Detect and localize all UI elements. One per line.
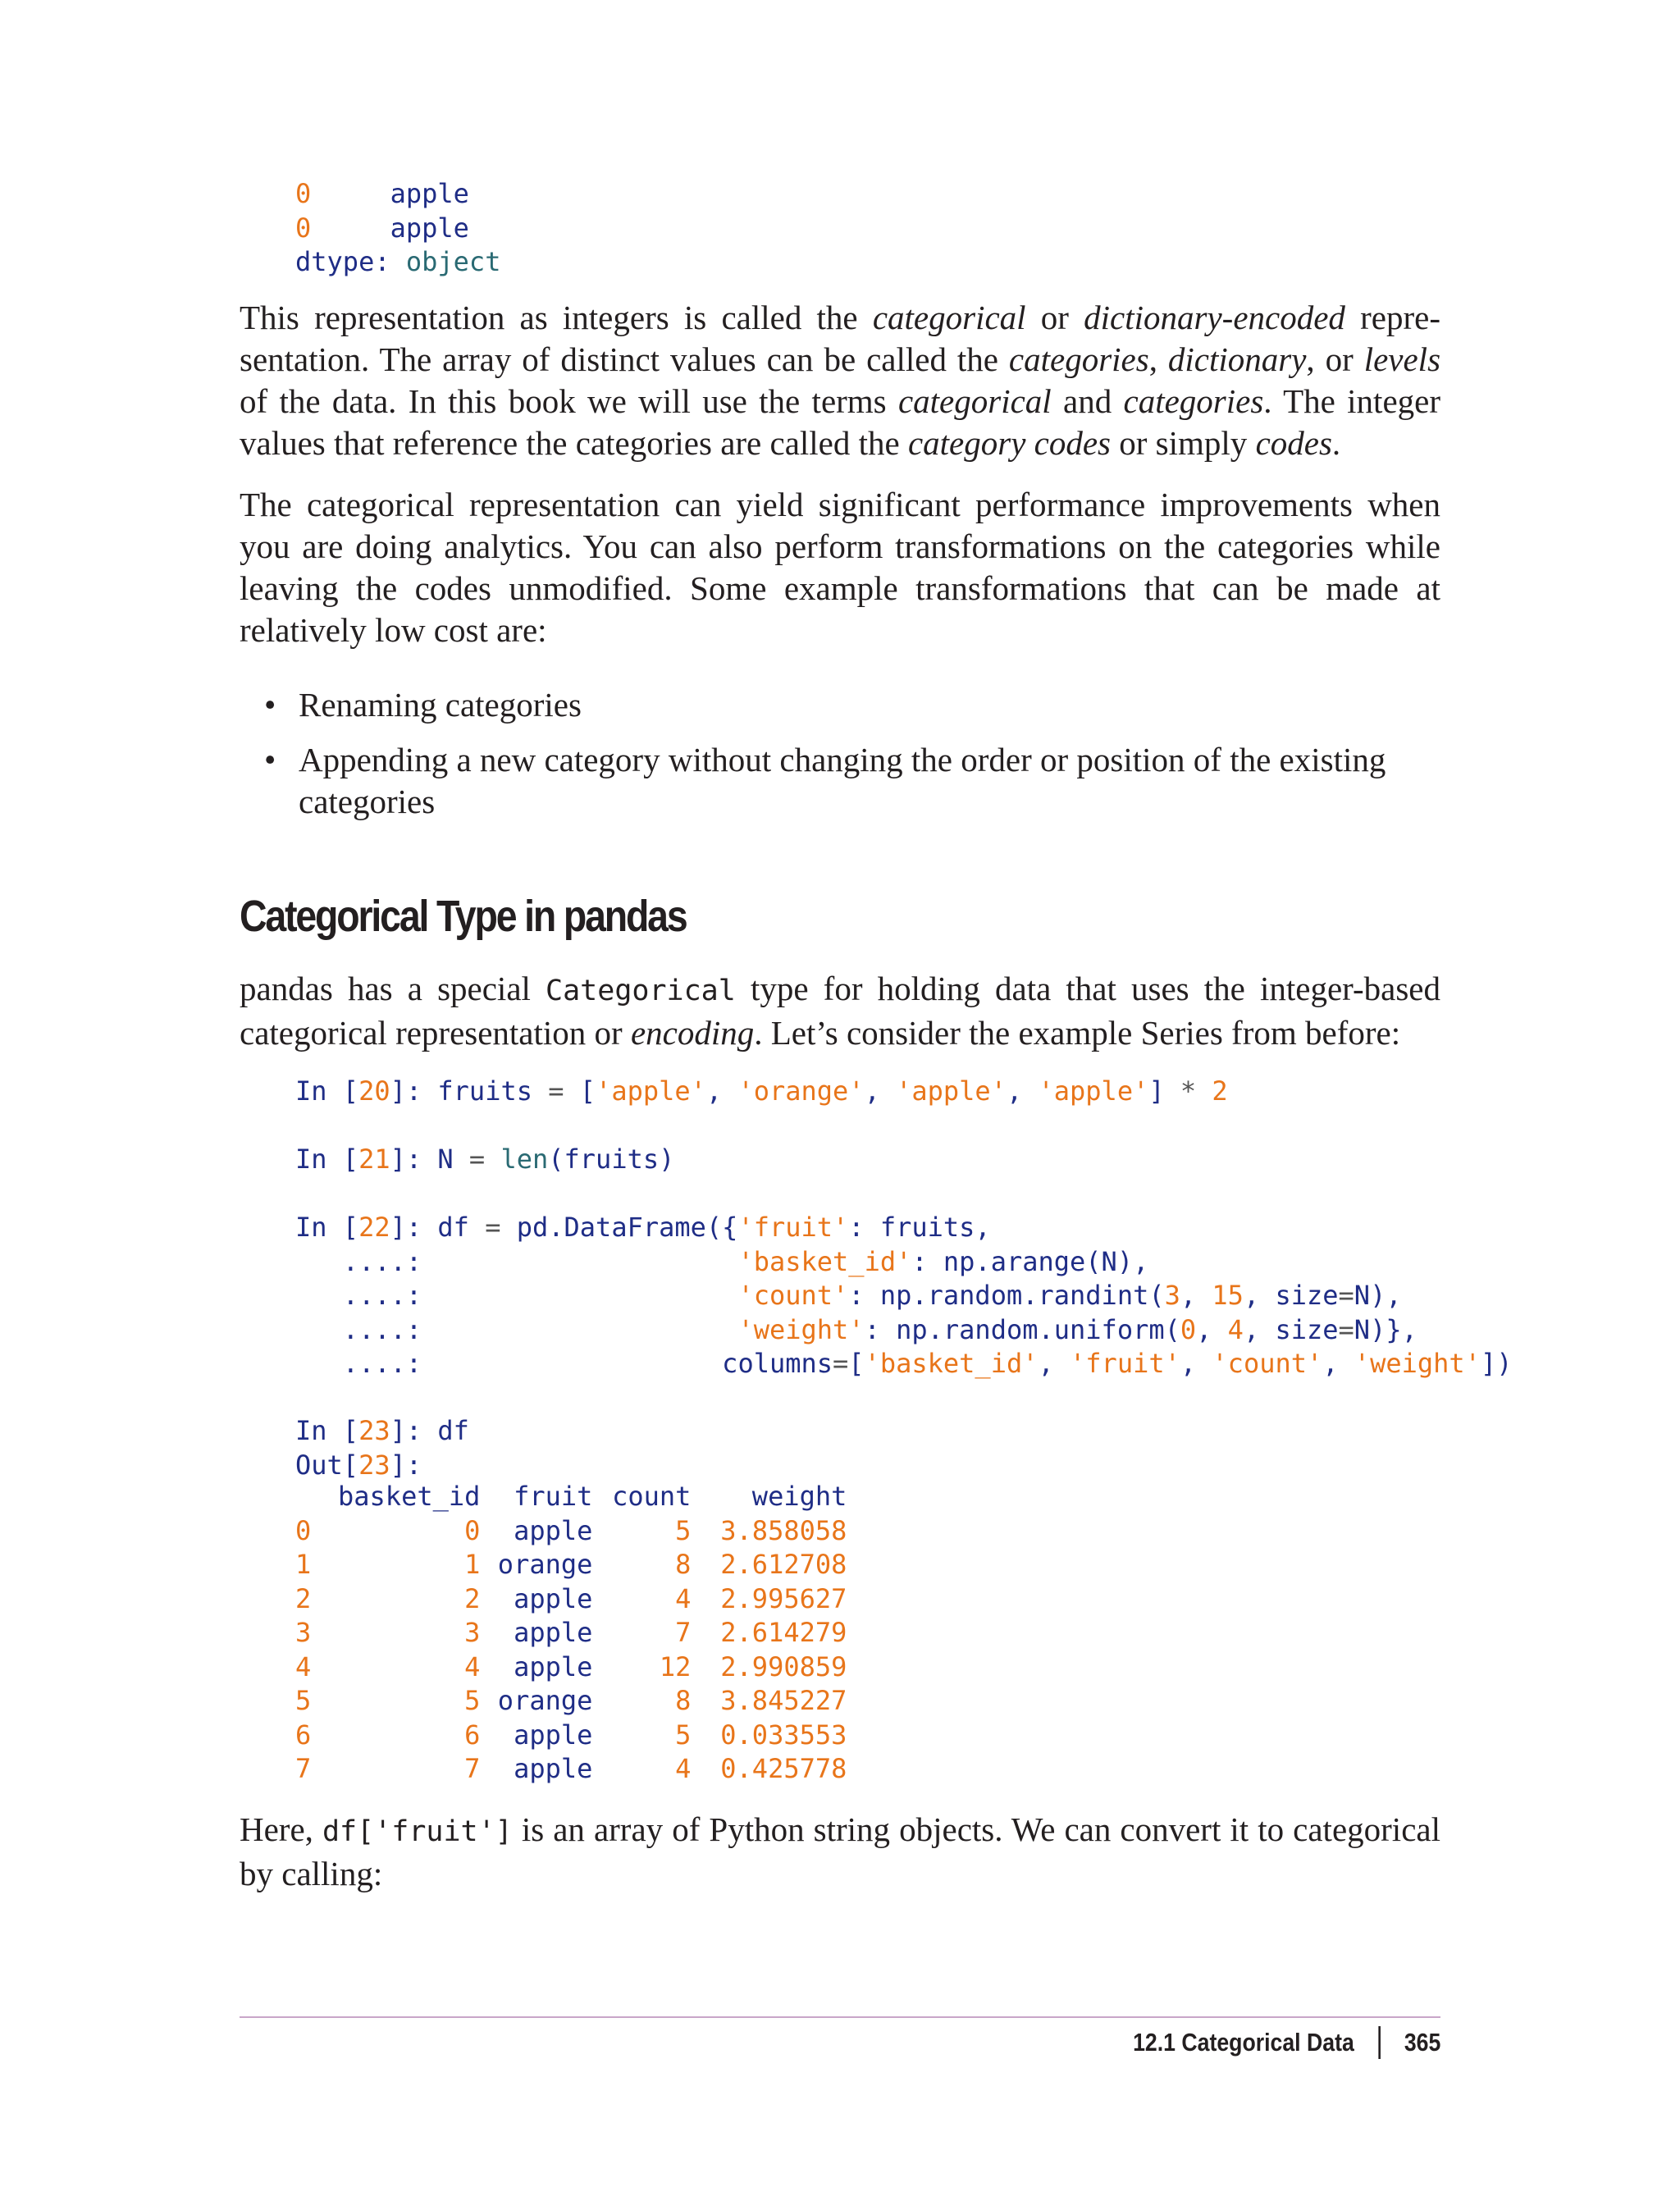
row-index: 0 <box>295 1514 312 1546</box>
output-index: 0 <box>295 212 312 244</box>
cell-fruit: apple <box>514 1514 593 1546</box>
dataframe-table <box>295 1480 847 1787</box>
cell-count: 4 <box>675 1582 692 1614</box>
column-header: weight <box>751 1481 847 1512</box>
cell-basket-id: 5 <box>464 1685 481 1716</box>
column-header: basket_id <box>338 1481 481 1512</box>
cell-basket-id: 6 <box>464 1719 481 1751</box>
cell-count: 8 <box>675 1549 692 1580</box>
page-number: 365 <box>1404 2028 1440 2057</box>
cell-fruit: apple <box>514 1582 593 1614</box>
cell-basket-id: 3 <box>464 1617 481 1648</box>
cell-weight: 2.995627 <box>720 1582 847 1614</box>
cell-count: 12 <box>659 1650 692 1682</box>
output-value: apple <box>390 178 469 209</box>
column-header: fruit <box>514 1481 593 1512</box>
transformations-list <box>240 684 1440 836</box>
row-index: 5 <box>295 1685 312 1716</box>
cell-basket-id: 0 <box>464 1514 481 1546</box>
list-item: • Renaming categories <box>240 684 1440 726</box>
cell-count: 5 <box>675 1514 692 1546</box>
table-row <box>295 1616 847 1650</box>
table-row <box>295 1650 847 1685</box>
top-output-block <box>295 177 500 280</box>
cell-basket-id: 4 <box>464 1650 481 1682</box>
section-heading: Categorical Type in pandas <box>240 892 687 941</box>
paragraph-categorical-type: pandas has a special Categorical type for holding data that uses the integer-based categorical representation or encoding. Let’s consider the example Series from before: <box>240 970 1440 1052</box>
code-cell-in20: In [20]: fruits = ['apple', 'orange', 'apple', 'apple'] * 2 <box>295 1075 1228 1107</box>
code-cell-in22: In [22]: df = pd.DataFrame({'fruit': fruits, ....: 'basket_id': np.arange(N), ....: 'count': np.random.randint(3, 15, size=N), ....: 'weight': np.random.uniform(0, 4, size=N)}, ....: columns=['basket_id', 'fruit', 'count', 'weight']) <box>295 1212 1513 1379</box>
table-row <box>295 1752 847 1787</box>
cell-weight: 2.990859 <box>720 1650 847 1682</box>
cell-fruit: orange <box>497 1685 593 1716</box>
cell-fruit: apple <box>514 1753 593 1784</box>
cell-basket-id: 7 <box>464 1753 481 1784</box>
cell-count: 5 <box>675 1719 692 1751</box>
cell-basket-id: 1 <box>464 1549 481 1580</box>
list-item: • Appending a new category without changing the order or position of the existing categories <box>240 739 1440 823</box>
page-footer <box>1133 2026 1440 2059</box>
table-row <box>295 1514 847 1549</box>
cell-count: 8 <box>675 1685 692 1716</box>
output-index: 0 <box>295 178 312 209</box>
cell-fruit: apple <box>514 1719 593 1751</box>
cell-fruit: orange <box>497 1549 593 1580</box>
table-row <box>295 1582 847 1617</box>
row-index: 6 <box>295 1719 312 1751</box>
paragraph-convert: Here, df['fruit'] is an array of Python string objects. We can convert it to categorical by calling: <box>240 1810 1440 1892</box>
table-row <box>295 1684 847 1719</box>
row-index: 7 <box>295 1753 312 1784</box>
cell-count: 7 <box>675 1617 692 1648</box>
table-row <box>295 1719 847 1753</box>
cell-basket-id: 2 <box>464 1582 481 1614</box>
paragraph-categorical-representation: This representation as integers is called the categorical or dictionary-encoded representation. The array of distinct values can be called the categories, dictionary, or levels of the data. In this book we will use the terms categorical and categories. The integer values that reference the categories are called the category codes or simply codes. <box>240 299 1441 462</box>
footer-section-title: 12.1 Categorical Data <box>1132 2028 1354 2057</box>
code-cell-in23: In [23]: df Out[23]: <box>295 1415 469 1481</box>
output-value: apple <box>390 212 469 244</box>
footer-separator <box>1378 2026 1381 2059</box>
dtype-value: object <box>405 246 501 277</box>
cell-fruit: apple <box>514 1617 593 1648</box>
footer-rule <box>240 2016 1440 2018</box>
row-index: 2 <box>295 1582 312 1614</box>
cell-weight: 3.845227 <box>720 1685 847 1716</box>
cell-weight: 2.612708 <box>720 1549 847 1580</box>
column-header: count <box>612 1481 692 1512</box>
table-row <box>295 1548 847 1582</box>
table-header-row <box>295 1480 847 1514</box>
cell-weight: 2.614279 <box>720 1617 847 1648</box>
cell-fruit: apple <box>514 1650 593 1682</box>
dtype-label: dtype: <box>295 246 390 277</box>
cell-weight: 0.033553 <box>720 1719 847 1751</box>
cell-count: 4 <box>675 1753 692 1784</box>
cell-weight: 0.425778 <box>720 1753 847 1784</box>
code-cell-in21: In [21]: N = len(fruits) <box>295 1144 675 1175</box>
paragraph-performance: The categorical representation can yield significant performance improvements when you are doing analytics. You can also perform transformations on the categories while leaving the codes unmodified. Some example transformations that can be made at relatively low cost are: <box>240 486 1440 649</box>
row-index: 1 <box>295 1549 312 1580</box>
row-index: 3 <box>295 1617 312 1648</box>
row-index: 4 <box>295 1650 312 1682</box>
cell-weight: 3.858058 <box>720 1514 847 1546</box>
